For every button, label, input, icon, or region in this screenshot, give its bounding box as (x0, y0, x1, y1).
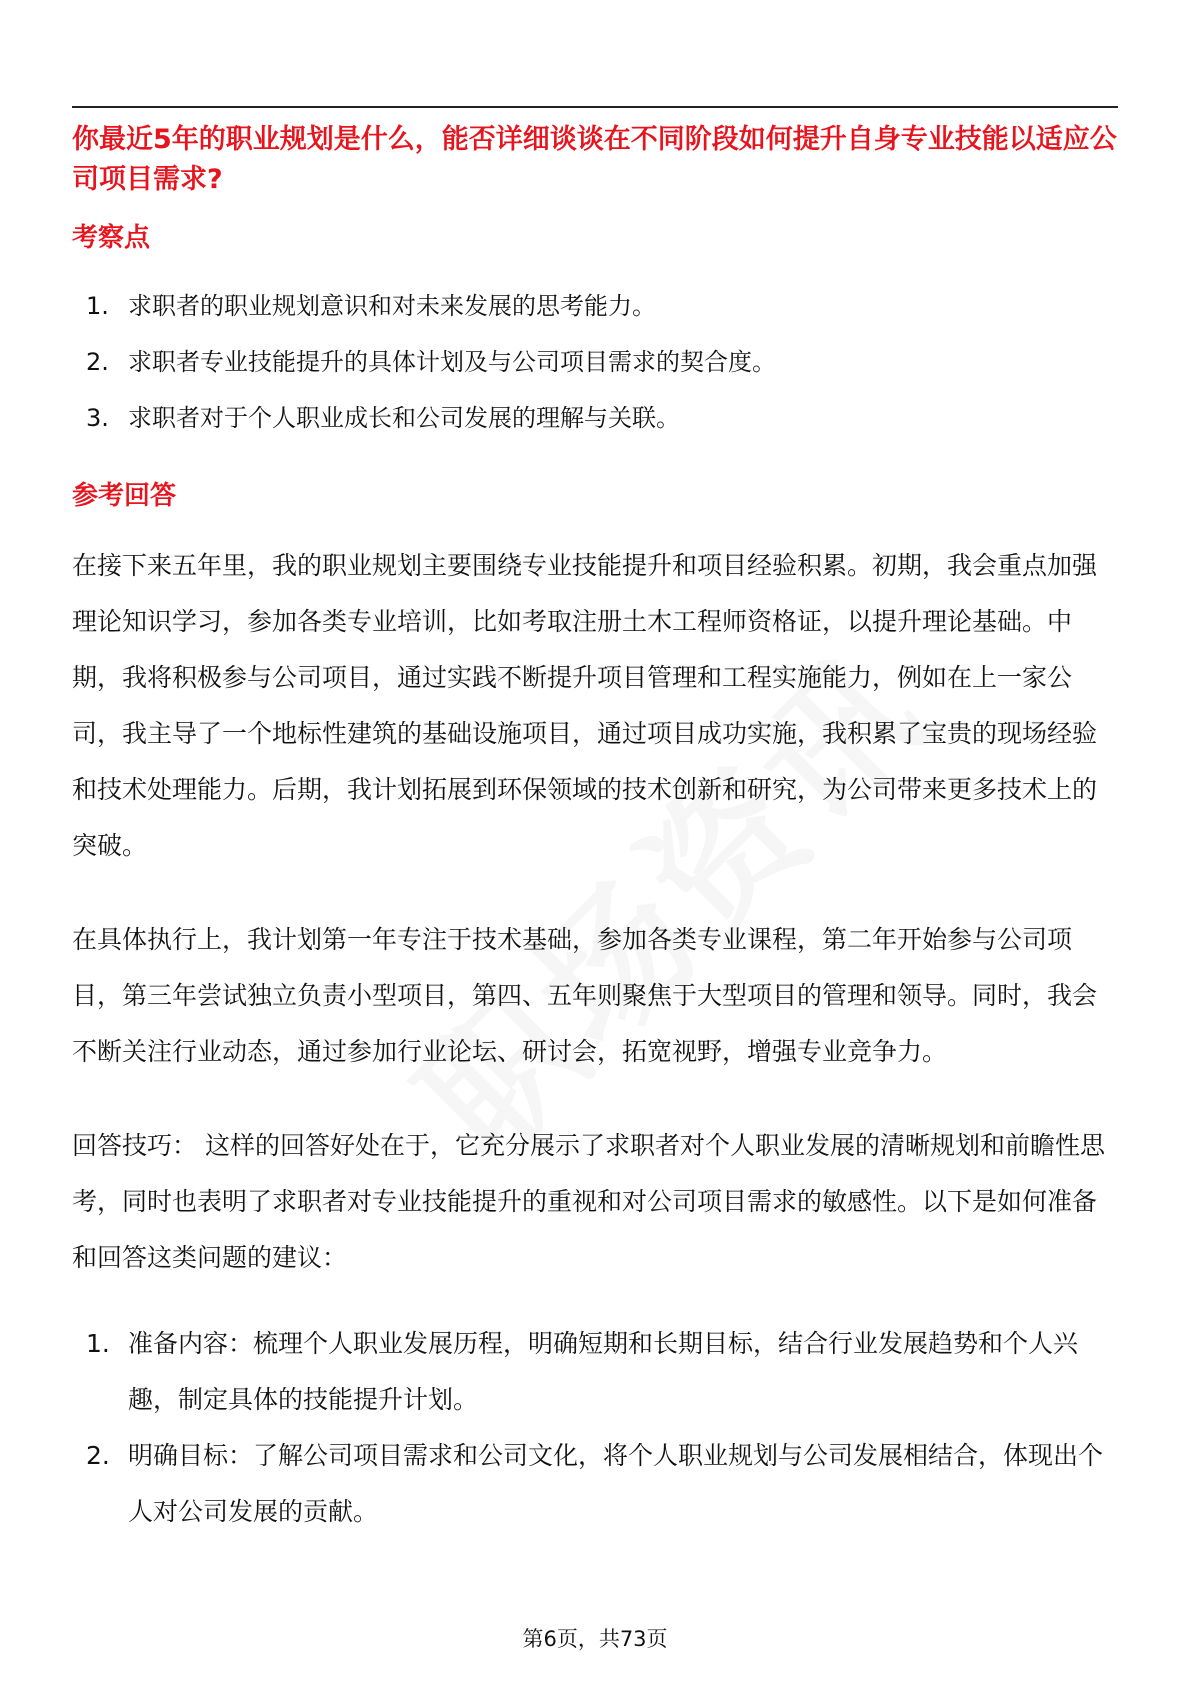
list-number: 1. (86, 1329, 110, 1358)
list-item-text: 准备内容：梳理个人职业发展历程，明确短期和长期目标，结合行业发展趋势和个人兴趣，制定具体的技能提升计划。 (128, 1329, 1079, 1414)
list-item-text: 求职者专业技能提升的具体计划及与公司项目需求的契合度。 (128, 348, 776, 376)
list-item-text: 明确目标：了解公司项目需求和公司文化，将个人职业规划与公司发展相结合，体现出个人对公司发展的贡献。 (128, 1441, 1104, 1526)
answer-heading: 参考回答 (72, 481, 177, 511)
list-item (72, 390, 1118, 446)
top-divider (72, 106, 1118, 108)
tips-list (72, 1316, 1118, 1540)
assessment-list (72, 278, 1118, 446)
list-number: 2. (86, 1441, 110, 1470)
list-number: 2. (86, 348, 109, 376)
list-item (72, 1428, 1118, 1540)
list-item (72, 1316, 1118, 1428)
assessment-heading: 考察点 (72, 223, 151, 253)
page-content (72, 120, 1118, 1540)
page-number: 第6页，共73页 (522, 1627, 668, 1651)
answer-paragraph: 在具体执行上，我计划第一年专注于技术基础，参加各类专业课程，第二年开始参与公司项目，第三年尝试独立负责小型项目，第四、五年则聚焦于大型项目的管理和领导。同时，我会不断关注行业动态，通过参加行业论坛、研讨会，拓宽视野，增强专业竞争力。 (72, 925, 1098, 1066)
list-number: 1. (86, 292, 109, 320)
list-item (72, 334, 1118, 390)
list-item-text: 求职者对于个人职业成长和公司发展的理解与关联。 (128, 404, 680, 432)
question-title: 你最近5年的职业规划是什么，能否详细谈谈在不同阶段如何提升自身专业技能以适应公司项目需求? (72, 124, 1117, 195)
tips-paragraph: 回答技巧： 这样的回答好处在于，它充分展示了求职者对个人职业发展的清晰规划和前瞻性思考，同时也表明了求职者对专业技能提升的重视和对公司项目需求的敏感性。以下是如何准备和回答这类问题的建议： (72, 1131, 1105, 1272)
list-number: 3. (86, 404, 109, 432)
list-item (72, 278, 1118, 334)
list-item-text: 求职者的职业规划意识和对未来发展的思考能力。 (128, 292, 656, 320)
answer-paragraph: 在接下来五年里，我的职业规划主要围绕专业技能提升和项目经验积累。初期，我会重点加强理论知识学习，参加各类专业培训，比如考取注册土木工程师资格证，以提升理论基础。中期，我将积极参与公司项目，通过实践不断提升项目管理和工程实施能力，例如在上一家公司，我主导了一个地标性建筑的基础设施项目，通过项目成功实施，我积累了宝贵的现场经验和技术处理能力。后期，我计划拓展到环保领域的技术创新和研究，为公司带来更多技术上的突破。 (72, 551, 1098, 860)
